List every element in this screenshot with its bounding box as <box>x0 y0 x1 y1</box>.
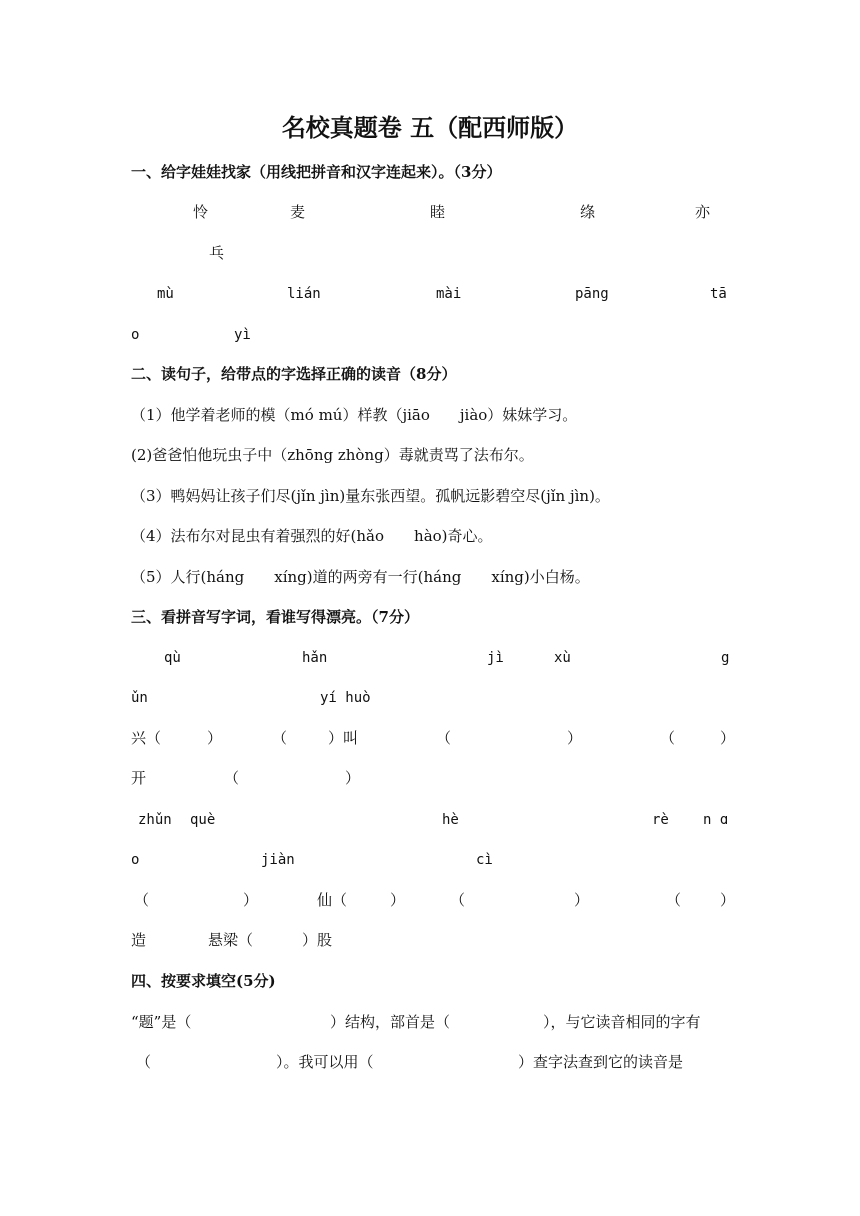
fill-text: ）结构，部首是（ <box>330 1013 451 1031</box>
char-item: 睦 <box>430 203 446 221</box>
fill-text: ）。我可以用（ <box>276 1053 374 1071</box>
answer-text: 开 <box>131 769 147 787</box>
answer-text: 悬梁（ <box>208 931 254 949</box>
answer-text: （ <box>436 729 452 747</box>
section-3-heading: 三、看拼音写字词，看谁写得漂亮。（7分） <box>131 608 419 626</box>
pinyin-item: què <box>190 812 216 828</box>
pinyin-item: rè <box>652 812 669 828</box>
pinyin-item: lián <box>287 286 321 302</box>
question-item: （1）他学着老师的模（mó mú）样教（jiāo jiào）妹妹学习。 <box>131 406 578 424</box>
char-item: 亦 <box>695 203 711 221</box>
pinyin-item: ǔn <box>131 690 148 706</box>
question-item: (2)爸爸怕他玩虫子中（zhōng zhòng）毒就责骂了法布尔。 <box>131 446 534 464</box>
answer-text: ）股 <box>302 931 333 949</box>
pinyin-item: tā <box>710 286 727 302</box>
fill-text: ）查字法查到它的读音是 <box>518 1053 684 1071</box>
pinyin-item: hè <box>442 812 459 828</box>
question-item: （3）鸭妈妈让孩子们尽(jǐn jìn)量东张西望。孤帆远影碧空尽(jǐn jìn)。 <box>131 487 610 505</box>
answer-text: ） <box>207 729 223 747</box>
answer-text: （ <box>224 769 240 787</box>
char-item: 乓 <box>209 244 225 262</box>
fill-text: ），与它读音相同的字有 <box>543 1013 701 1031</box>
section-4-heading: 四、按要求填空(5分) <box>131 972 276 990</box>
answer-text: ） <box>345 769 361 787</box>
pinyin-item: cì <box>476 852 493 868</box>
answer-text: （ <box>272 729 288 747</box>
answer-text: ） <box>720 729 736 747</box>
pinyin-item: xù <box>554 650 571 666</box>
pinyin-item: hǎn <box>302 650 328 666</box>
pinyin-item: yí huò <box>320 690 371 706</box>
pinyin-item: g <box>721 650 730 666</box>
pinyin-item: pāng <box>575 286 609 302</box>
pinyin-item: jiàn <box>261 852 295 868</box>
answer-text: ） <box>243 891 259 909</box>
answer-text: （ <box>134 891 150 909</box>
answer-text: ）叫 <box>328 729 359 747</box>
pinyin-item: o <box>131 327 140 343</box>
pinyin-item: zhǔn <box>138 812 172 828</box>
pinyin-item: yì <box>234 327 251 343</box>
answer-text: （ <box>666 891 682 909</box>
answer-text: （ <box>450 891 466 909</box>
pinyin-item: mài <box>436 286 462 302</box>
char-item: 怜 <box>193 203 209 221</box>
fill-text: “题”是（ <box>131 1013 192 1031</box>
char-item: 麦 <box>290 203 306 221</box>
answer-text: 仙（ <box>317 891 348 909</box>
answer-text: （ <box>660 729 676 747</box>
section-2-heading: 二、读句子，给带点的字选择正确的读音（8分） <box>131 365 457 383</box>
pinyin-item: jì <box>487 650 504 666</box>
question-item: （4）法布尔对昆虫有着强烈的好(hǎo hào)奇心。 <box>131 527 493 545</box>
question-item: （5）人行(háng xíng)道的两旁有一行(háng xíng)小白杨。 <box>131 568 590 586</box>
answer-text: ） <box>574 891 590 909</box>
char-item: 绦 <box>580 203 596 221</box>
pinyin-item: mù <box>157 286 174 302</box>
answer-text: ） <box>567 729 583 747</box>
answer-text: 造 <box>131 931 147 949</box>
pinyin-item: qù <box>164 650 181 666</box>
page-title: 名校真题卷 五（配西师版） <box>281 113 579 142</box>
answer-text: ） <box>720 891 736 909</box>
answer-text: 兴（ <box>131 729 162 747</box>
answer-text: ） <box>390 891 406 909</box>
section-1-heading: 一、给字娃娃找家（用线把拼音和汉字连起来）。（3分） <box>131 163 502 181</box>
pinyin-item: n ɑ <box>703 812 729 828</box>
pinyin-item: o <box>131 852 140 868</box>
fill-text: （ <box>136 1053 152 1071</box>
